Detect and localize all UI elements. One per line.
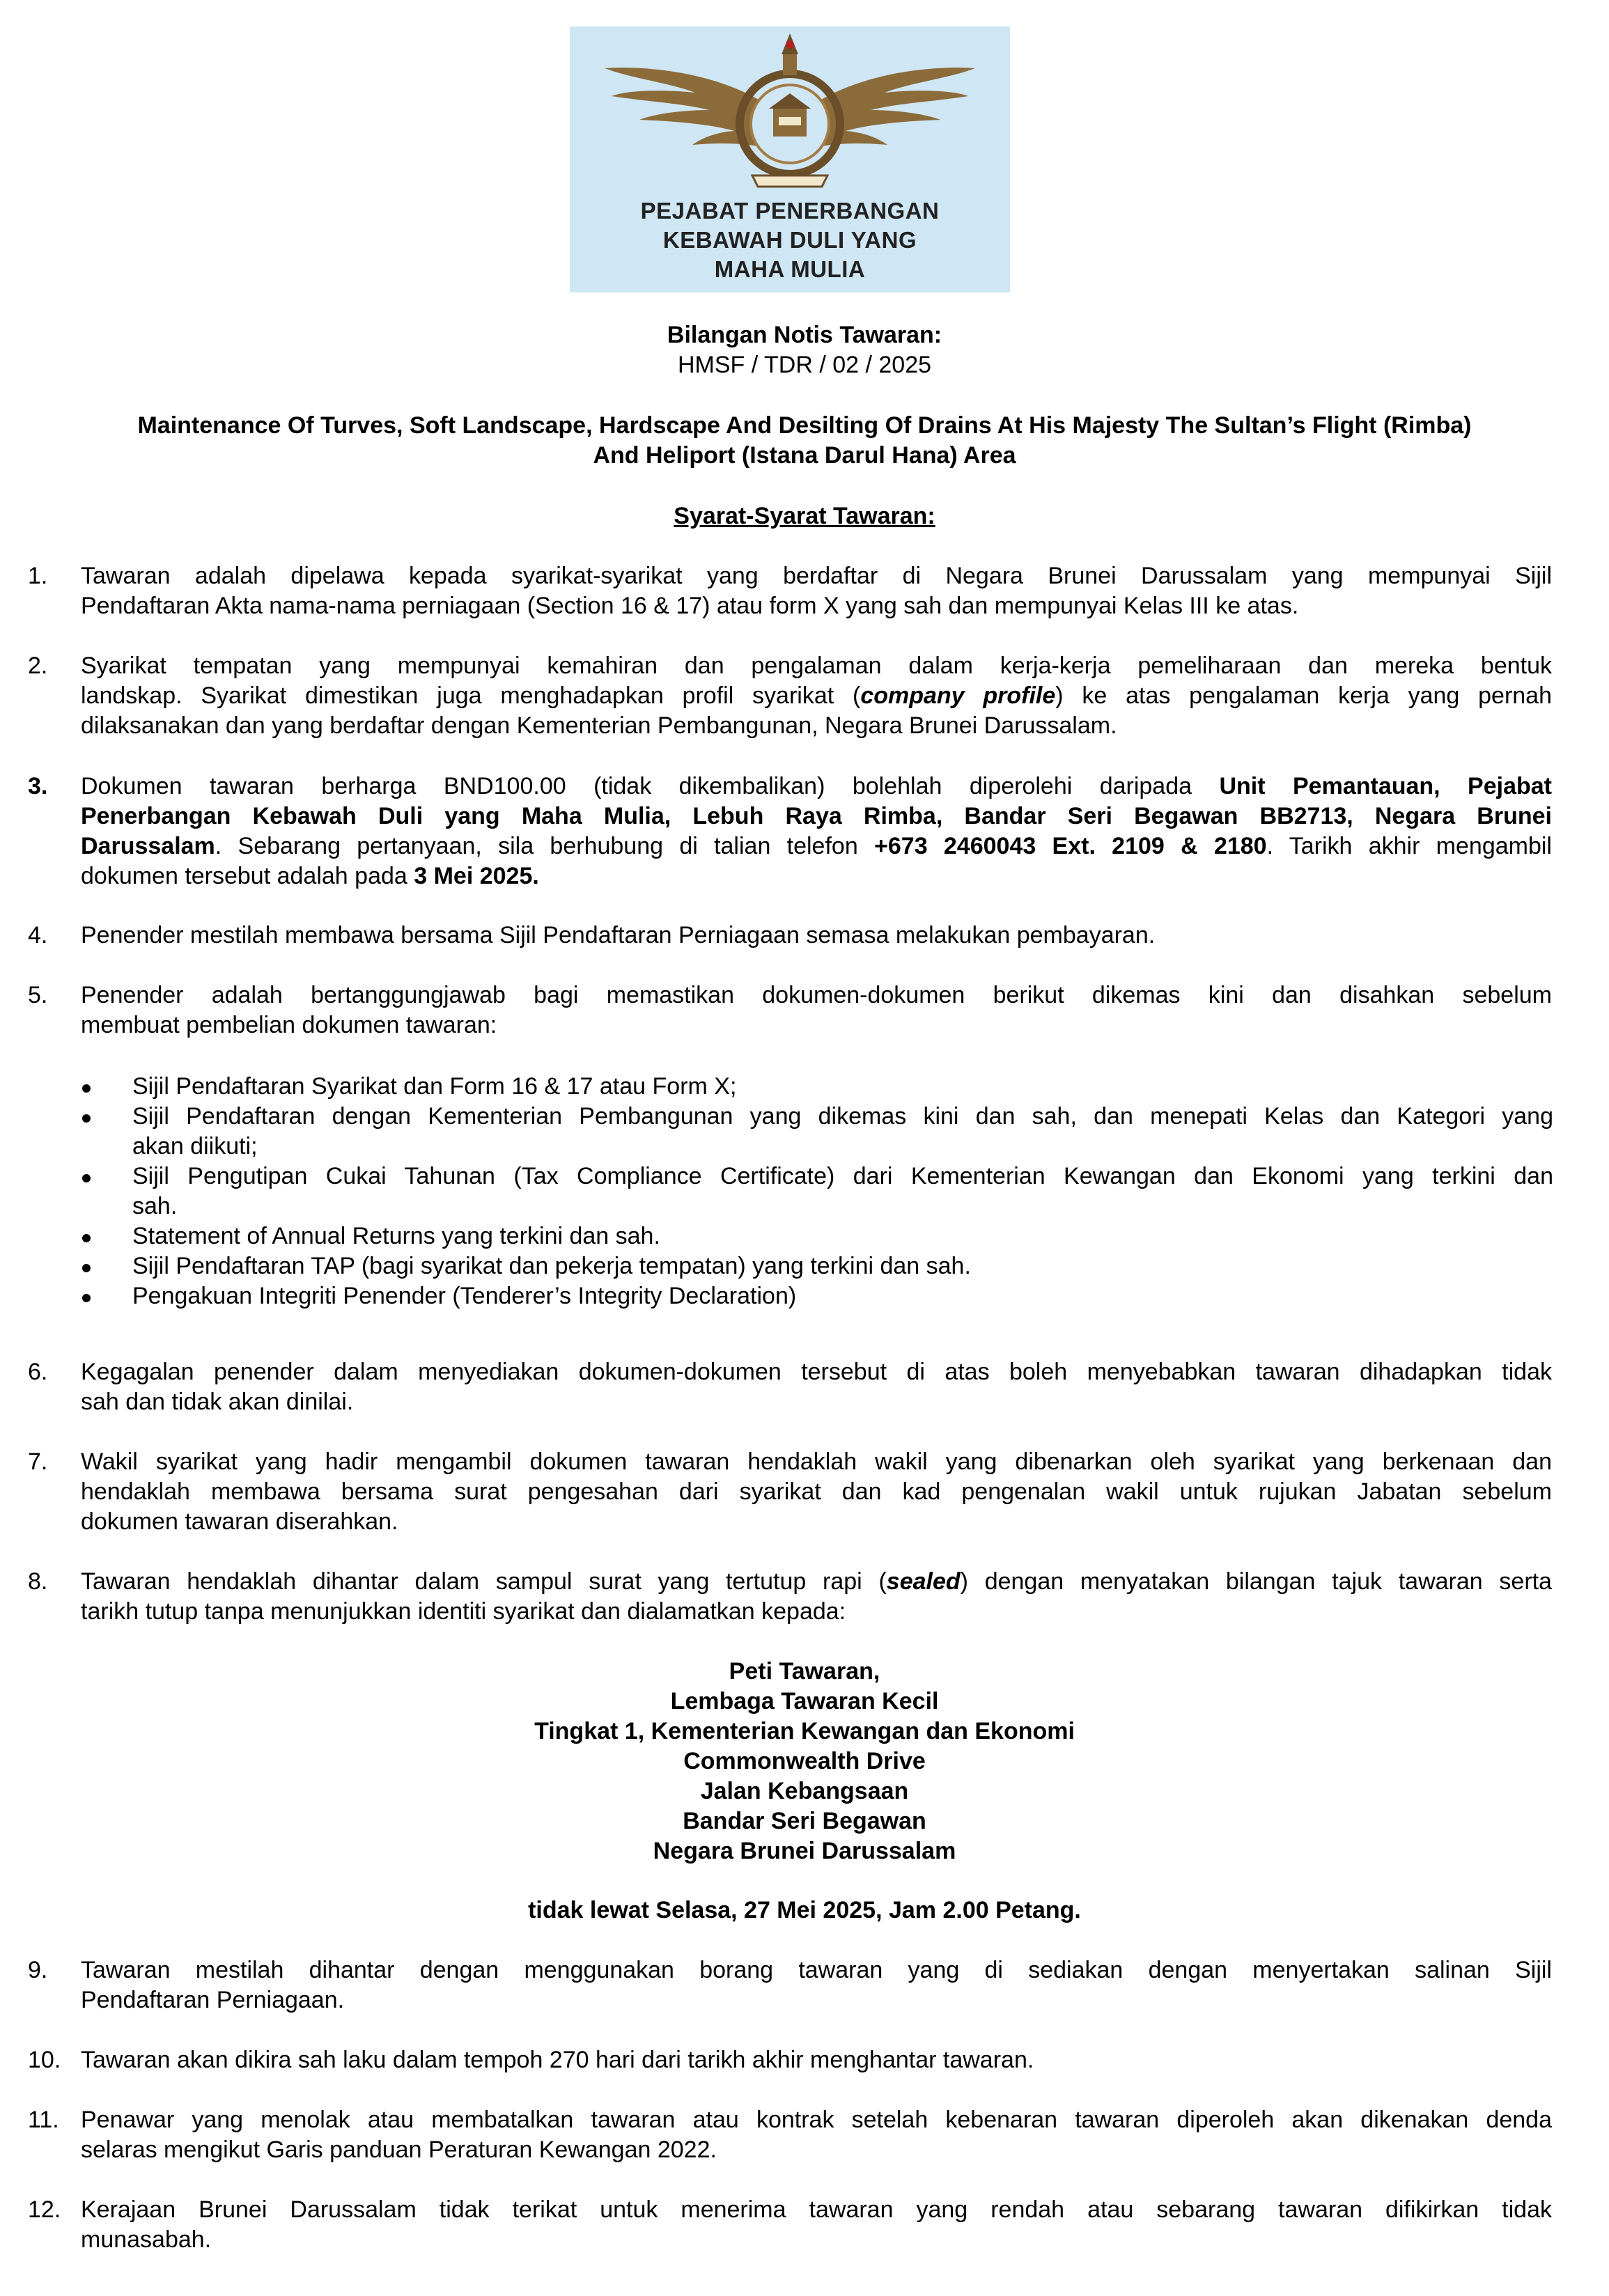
item-2-line-1: Syarikat tempatan yang mempunyai kemahiran dan pengalaman dalam kerja-kerja pemeliharaan dan mereka bentuk <box>81 653 1552 679</box>
royal-crest-wings-icon <box>570 26 1010 208</box>
item-7-line-2: hendaklah membawa bersama surat pengesahan dari syarikat dan kad pengenalan wakil untuk rujukan Jabatan sebelum <box>81 1478 1552 1505</box>
item-12-line-1: Kerajaan Brunei Darussalam tidak terikat untuk menerima tawaran yang rendah atau sebarang tawaran difikirkan tidak <box>81 2196 1552 2223</box>
item-2-company-profile: company profile <box>860 682 1056 709</box>
item-3-line-3 <box>81 831 1552 861</box>
item-2-line-2a: landskap. Syarikat dimestikan juga menghadapkan profil syarikat ( <box>81 682 861 709</box>
item-2-number: 2. <box>28 653 48 679</box>
deadline: tidak lewat Selasa, 27 Mei 2025, Jam 2.00 Petang. <box>528 1897 1081 1923</box>
logo-line-3: MAHA MULIA <box>714 256 866 282</box>
item-10-text <box>81 2045 1552 2075</box>
item-3-line-3a: Darussalam <box>81 833 215 859</box>
item-3-phone: +673 2460043 Ext. 2109 & 2180 <box>874 833 1267 859</box>
item-3-line-1a: Dokumen tawaran berharga BND100.00 (tidak dikembalikan) bolehlah diperolehi daripada <box>81 773 1220 799</box>
item-7-line-3: dokumen tawaran diserahkan. <box>81 1508 398 1535</box>
item-3-line-3d: . Tarikh akhir mengambil <box>1266 833 1552 859</box>
item-1-number: 1. <box>28 563 48 589</box>
item-3-line-3b: . Sebarang pertanyaan, sila berhubung di talian telefon <box>215 833 875 859</box>
item-8-line-1c: ) dengan menyatakan bilangan tajuk tawaran serta <box>960 1568 1552 1595</box>
bullet-2-line-1: Sijil Pendaftaran dengan Kementerian Pembangunan yang dikemas kini dan sah, dan menepati Kelas dan Kategori yang <box>132 1103 1553 1130</box>
item-12-number: 12. <box>28 2196 61 2223</box>
item-4-line-1: Penender mestilah membawa bersama Sijil Pendaftaran Perniagaan semasa melakukan pembayaran. <box>81 922 1156 948</box>
item-3-line-2: Penerbangan Kebawah Duli yang Maha Mulia, Lebuh Raya Rimba, Bandar Seri Begawan BB2713, Negara Brunei <box>81 803 1552 829</box>
bullet-3 <box>132 1162 1553 1221</box>
bullet-3-line-1: Sijil Pengutipan Cukai Tahunan (Tax Compliance Certificate) dari Kementerian Kewangan dan Ekonomi yang terkini dan <box>132 1163 1553 1189</box>
item-2-line-2 <box>81 681 1552 711</box>
item-8-sealed: sealed <box>886 1568 961 1595</box>
item-11-line-1: Penawar yang menolak atau membatalkan tawaran atau kontrak setelah kebenaran tawaran diperoleh akan dikenakan denda <box>81 2107 1552 2133</box>
logo-line-1: PEJABAT PENERBANGAN <box>640 198 940 224</box>
logo-line-2: KEBAWAH DULI YANG <box>662 227 917 253</box>
address-line-7: Negara Brunei Darussalam <box>653 1838 956 1864</box>
item-11-text <box>81 2105 1552 2165</box>
item-10-line-1: Tawaran akan dikira sah laku dalam tempoh 270 hari dari tarikh akhir menghantar tawaran. <box>81 2047 1034 2073</box>
bullet-dot-1 <box>82 1084 91 1093</box>
item-5-number: 5. <box>28 982 48 1008</box>
item-3-line-1b: Unit Pemantauan, Pejabat <box>1219 773 1553 799</box>
item-3-text <box>81 772 1552 891</box>
item-8-text <box>81 1567 1552 1627</box>
item-4-text <box>81 921 1552 951</box>
bullet-dot-2 <box>82 1114 91 1123</box>
bullet-3-line-2: sah. <box>132 1193 178 1219</box>
item-9-text <box>81 1955 1552 2015</box>
item-3-date: 3 Mei 2025. <box>414 863 539 889</box>
bullet-dot-4 <box>82 1234 91 1242</box>
item-3-line-4 <box>81 861 1552 891</box>
item-11-line-2: selaras mengikut Garis panduan Peraturan Kewangan 2022. <box>81 2137 717 2163</box>
item-7-number: 7. <box>28 1448 48 1475</box>
item-10-number: 10. <box>28 2047 61 2073</box>
item-8-line-1a: Tawaran hendaklah dihantar dalam sampul surat yang tertutup rapi ( <box>81 1568 887 1595</box>
item-7-line-1: Wakil syarikat yang hadir mengambil dokumen tawaran hendaklah wakil yang dibenarkan oleh syarikat yang berkenaan dan <box>81 1448 1552 1475</box>
bullet-dot-6 <box>82 1294 91 1302</box>
item-6-line-1: Kegagalan penender dalam menyediakan dokumen-dokumen tersebut di atas boleh menyebabkan tawaran dihadapkan tidak <box>81 1359 1552 1385</box>
address-line-4: Commonwealth Drive <box>683 1748 926 1774</box>
address-line-5: Jalan Kebangsaan <box>700 1778 909 1804</box>
address-line-6: Bandar Seri Begawan <box>683 1808 926 1834</box>
address-line-3: Tingkat 1, Kementerian Kewangan dan Ekonomi <box>534 1718 1075 1744</box>
bullet-dot-5 <box>82 1264 91 1272</box>
item-12-line-2: munasabah. <box>81 2226 212 2253</box>
item-3-line-4a: dokumen tersebut adalah pada <box>81 863 414 889</box>
item-5-line-1: Penender adalah bertanggungjawab bagi memastikan dokumen-dokumen berikut dikemas kini dan disahkan sebelum <box>81 982 1552 1008</box>
item-2-text <box>81 651 1552 741</box>
item-3-line-1 <box>81 772 1552 802</box>
address-line-2: Lembaga Tawaran Kecil <box>670 1688 939 1715</box>
bullet-1: Sijil Pendaftaran Syarikat dan Form 16 & 17 atau Form X; <box>132 1073 737 1100</box>
item-9-line-1: Tawaran mestilah dihantar dengan menggunakan borang tawaran yang di sediakan dengan menyertakan salinan Sijil <box>81 1957 1552 1983</box>
address-line-1: Peti Tawaran, <box>729 1658 880 1685</box>
notice-title-line-1: Maintenance Of Turves, Soft Landscape, Hardscape And Desilting Of Drains At His Majesty The Sultan’s Flight (Rimba) <box>137 412 1472 439</box>
item-9-line-2: Pendaftaran Perniagaan. <box>81 1987 345 2013</box>
item-6-number: 6. <box>28 1359 48 1385</box>
item-11-number: 11. <box>28 2107 59 2133</box>
address-block <box>0 1657 1609 1866</box>
bullet-dot-3 <box>82 1174 91 1182</box>
item-2-line-2c: ) ke atas pengalaman kerja yang pernah <box>1055 682 1552 709</box>
item-7-text <box>81 1447 1552 1537</box>
item-8-line-2: tarikh tutup tanpa menunjukkan identiti syarikat dan dialamatkan kepada: <box>81 1598 846 1625</box>
logo <box>570 26 1010 292</box>
item-1-line-2: Pendaftaran Akta nama-nama perniagaan (Section 16 & 17) atau form X yang sah dan mempunyai Kelas III ke atas. <box>81 593 1299 619</box>
item-8-line-1 <box>81 1567 1552 1597</box>
item-4-number: 4. <box>28 922 48 948</box>
bullet-2 <box>132 1102 1553 1162</box>
bullet-4: Statement of Annual Returns yang terkini dan sah. <box>132 1223 660 1249</box>
notice-title-line-2: And Heliport (Istana Darul Hana) Area <box>593 442 1016 469</box>
item-1-line-1: Tawaran adalah dipelawa kepada syarikat-syarikat yang berdaftar di Negara Brunei Darussalam yang mempunyai Sijil <box>81 563 1552 589</box>
item-2-line-3: dilaksanakan dan yang berdaftar dengan Kementerian Pembangunan, Negara Brunei Darussalam. <box>81 712 1117 739</box>
logo-text <box>570 196 1010 284</box>
item-6-line-2: sah dan tidak akan dinilai. <box>81 1389 354 1415</box>
bullet-5: Sijil Pendaftaran TAP (bagi syarikat dan pekerja tempatan) yang terkini dan sah. <box>132 1253 971 1279</box>
notice-number: HMSF / TDR / 02 / 2025 <box>677 352 932 378</box>
item-5-line-2: membuat pembelian dokumen tawaran: <box>81 1012 497 1038</box>
item-5-text <box>81 981 1552 1040</box>
item-1-text <box>81 561 1552 621</box>
item-9-number: 9. <box>28 1957 48 1983</box>
bullet-6: Pengakuan Integriti Penender (Tenderer’s Integrity Declaration) <box>132 1283 797 1309</box>
item-8-number: 8. <box>28 1568 48 1595</box>
section-title: Syarat-Syarat Tawaran: <box>674 503 935 529</box>
item-12-text <box>81 2195 1552 2255</box>
item-6-text <box>81 1357 1552 1417</box>
item-3-number: 3. <box>28 773 48 799</box>
notice-label: Bilangan Notis Tawaran: <box>667 322 942 348</box>
bullet-2-line-2: akan diikuti; <box>132 1133 258 1159</box>
